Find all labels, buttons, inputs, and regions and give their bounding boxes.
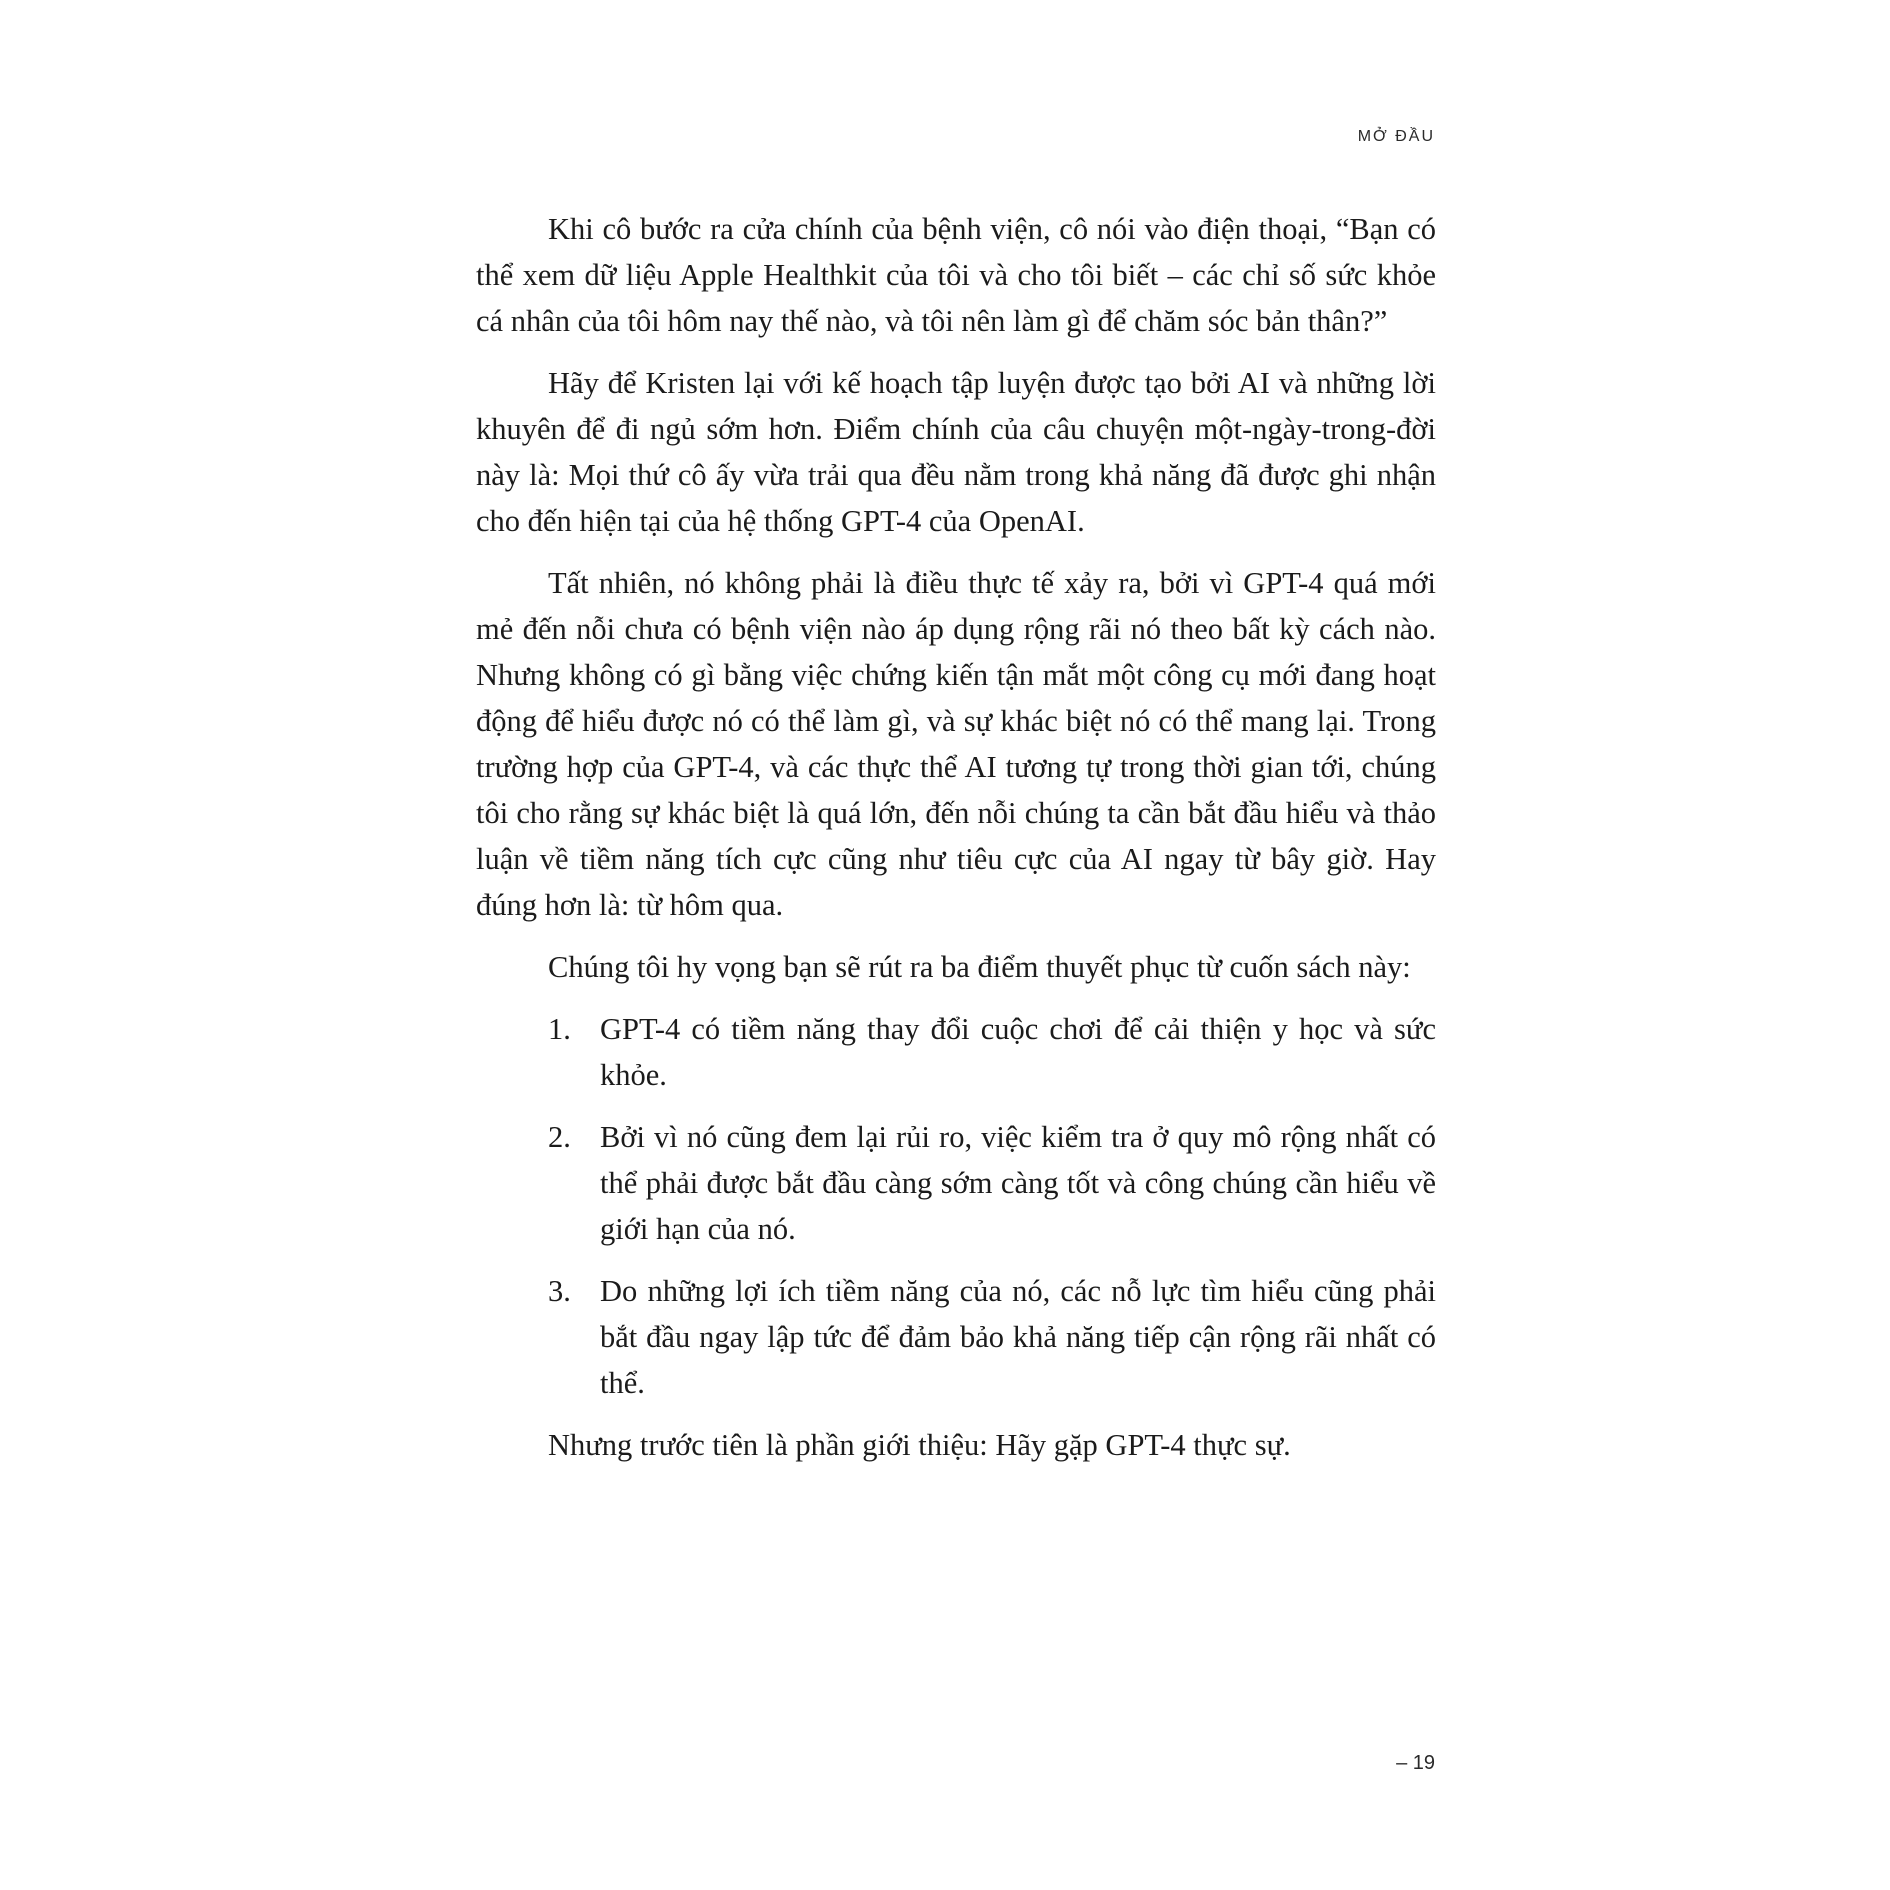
list-item-text: Do những lợi ích tiềm năng của nó, các nỗ lực tìm hiểu cũng phải bắt đầu ngay lập tức để đảm bảo khả năng tiếp cận rộng rãi nhất có thể. [600, 1274, 1436, 1400]
list-item-text: Bởi vì nó cũng đem lại rủi ro, việc kiểm tra ở quy mô rộng nhất có thể phải được bắt đầu càng sớm càng tốt và công chúng cần hiểu về giới hạn của nó. [600, 1120, 1436, 1246]
paragraph-2: Hãy để Kristen lại với kế hoạch tập luyện được tạo bởi AI và những lời khuyên để đi ngủ sớm hơn. Điểm chính của câu chuyện một-ngày-trong-đời này là: Mọi thứ cô ấy vừa trải qua đều nằm trong khả năng đã được ghi nhận cho đến hiện tại của hệ thống GPT-4 của OpenAI. [476, 366, 1436, 538]
numbered-list [476, 1006, 1436, 1406]
page-number: – 19 [1396, 1752, 1435, 1774]
paragraph-1: Khi cô bước ra cửa chính của bệnh viện, cô nói vào điện thoại, “Bạn có thể xem dữ liệu Apple Healthkit của tôi và cho tôi biết – các chỉ số sức khỏe cá nhân của tôi hôm nay thế nào, và tôi nên làm gì để chăm sóc bản thân?” [476, 212, 1436, 338]
list-item-number: 3. [548, 1274, 571, 1308]
list-item [476, 1114, 1436, 1252]
closing-line: Nhưng trước tiên là phần giới thiệu: Hãy gặp GPT-4 thực sự. [548, 1428, 1291, 1462]
list-item-number: 2. [548, 1120, 571, 1154]
paragraph-4: Chúng tôi hy vọng bạn sẽ rút ra ba điểm thuyết phục từ cuốn sách này: [548, 950, 1411, 984]
list-item [476, 1006, 1436, 1098]
list-item [476, 1268, 1436, 1406]
paragraph-3: Tất nhiên, nó không phải là điều thực tế xảy ra, bởi vì GPT-4 quá mới mẻ đến nỗi chưa có bệnh viện nào áp dụng rộng rãi nó theo bất kỳ cách nào. Nhưng không có gì bằng việc chứng kiến tận mắt một công cụ mới đang hoạt động để hiểu được nó có thể làm gì, và sự khác biệt nó có thể mang lại. Trong trường hợp của GPT-4, và các thực thể AI tương tự trong thời gian tới, chúng tôi cho rằng sự khác biệt là quá lớn, đến nỗi chúng ta cần bắt đầu hiểu và thảo luận về tiềm năng tích cực cũng như tiêu cực của AI ngay từ bây giờ. Hay đúng hơn là: từ hôm qua. [476, 566, 1436, 922]
list-item-number: 1. [548, 1012, 571, 1046]
list-item-text: GPT-4 có tiềm năng thay đổi cuộc chơi để cải thiện y học và sức khỏe. [600, 1012, 1436, 1092]
body-text [476, 206, 1436, 1468]
running-header: MỞ ĐẦU [1357, 128, 1435, 145]
